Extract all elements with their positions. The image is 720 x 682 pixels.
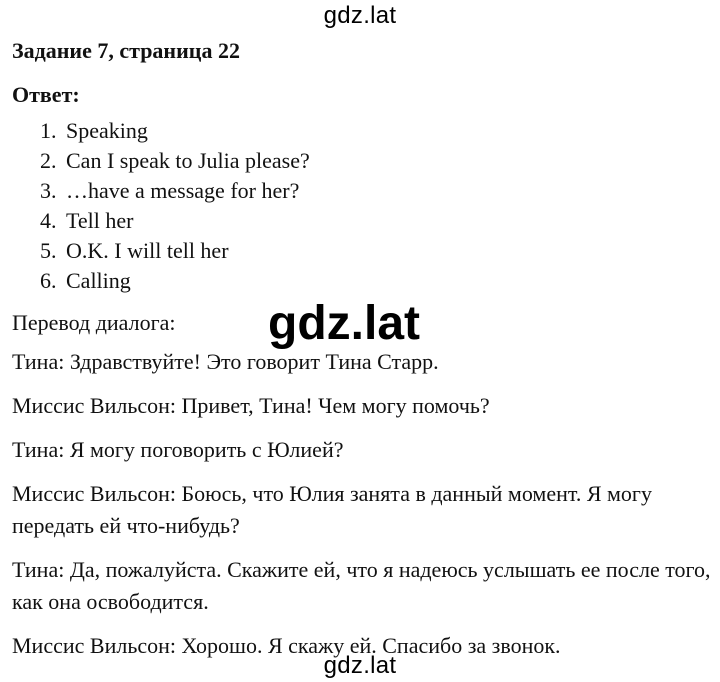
page-title: Задание 7, страница 22 — [12, 38, 240, 63]
list-item-text: Tell her — [66, 208, 134, 233]
dialog-translation — [12, 346, 718, 674]
watermark-bottom: gdz.lat — [323, 652, 397, 679]
list-item-number: 3. — [40, 178, 57, 203]
list-item — [40, 266, 310, 296]
answer-list — [40, 116, 310, 296]
answer-heading: Ответ: — [12, 82, 80, 107]
list-item-text: Calling — [66, 268, 131, 293]
list-item — [40, 176, 310, 206]
watermark-top: gdz.lat — [323, 2, 397, 29]
list-item-number: 2. — [40, 148, 57, 173]
dialog-line: Тина: Я могу поговорить с Юлией? — [12, 437, 344, 462]
list-item-number: 6. — [40, 268, 57, 293]
translation-heading: Перевод диалога: — [12, 310, 176, 335]
dialog-line: Тина: Здравствуйте! Это говорит Тина Старр. — [12, 349, 439, 374]
watermark-center: gdz.lat — [268, 297, 420, 350]
list-item-text: O.K. I will tell her — [66, 238, 229, 263]
dialog-line: Миссис Вильсон: Привет, Тина! Чем могу помочь? — [12, 393, 490, 418]
list-item — [40, 236, 310, 266]
list-item-text: …have a message for her? — [66, 178, 300, 203]
list-item — [40, 206, 310, 236]
list-item-number: 4. — [40, 208, 57, 233]
dialog-line: Миссис Вильсон: Хорошо. Я скажу ей. Спасибо за звонок. — [12, 633, 561, 658]
list-item-text: Can I speak to Julia please? — [66, 148, 310, 173]
dialog-line: Миссис Вильсон: Боюсь, что Юлия занята в данный момент. Я могу передать ей что-нибудь? — [12, 481, 652, 538]
list-item — [40, 146, 310, 176]
list-item-number: 1. — [40, 118, 57, 143]
list-item-text: Speaking — [66, 118, 148, 143]
list-item — [40, 116, 310, 146]
dialog-line: Тина: Да, пожалуйста. Скажите ей, что я надеюсь услышать ее после того, как она освободится. — [12, 557, 711, 614]
list-item-number: 5. — [40, 238, 57, 263]
